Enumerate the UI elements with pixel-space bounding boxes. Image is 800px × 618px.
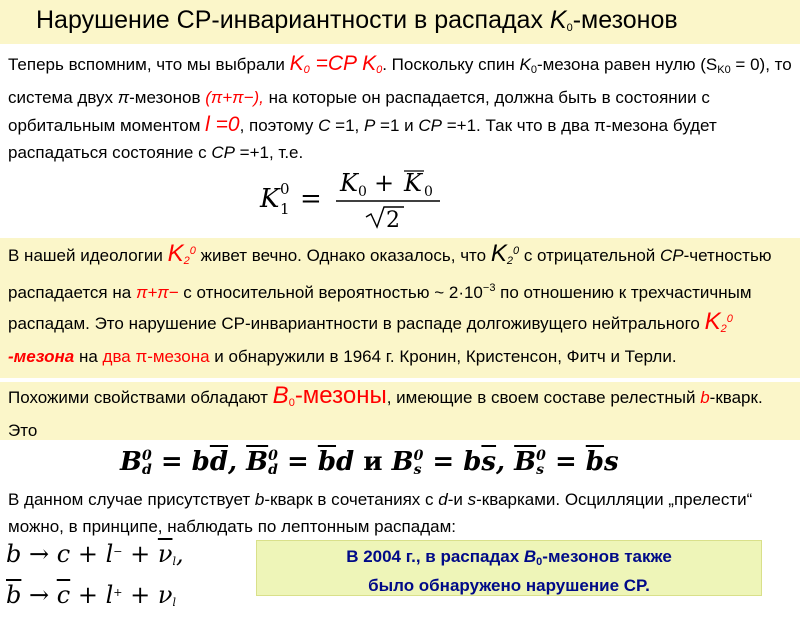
- text: =+1. Так что в два π-мезона будет распадаться состояние с: [8, 116, 717, 162]
- k0-sub: 0: [376, 64, 383, 76]
- pi-letter: π: [117, 88, 130, 107]
- eq-cp: =CP: [309, 52, 363, 75]
- comma: ,: [228, 447, 247, 477]
- k2-sup: 0: [726, 313, 733, 325]
- bbar-quark: $\overline{b}$: [585, 447, 604, 477]
- text: по отношению к трехчастичным распадам. Это нарушение CP-инвариантности в распаде долгоживущего нейтрального: [8, 283, 752, 333]
- callout-line-1: [257, 545, 761, 574]
- text: Теперь вспомним, что мы выбрали: [8, 55, 290, 74]
- b-quark: b: [191, 447, 210, 477]
- eq1-num-k: K: [340, 169, 358, 197]
- k2-letter: K: [704, 308, 721, 335]
- b-letter: B: [523, 547, 537, 566]
- title-tail: -мезонов: [572, 6, 678, 34]
- k2-sub: 2: [183, 255, 190, 267]
- bs-letter: B: [391, 447, 414, 477]
- cp-letters: CP: [418, 116, 443, 135]
- text: на: [74, 347, 103, 366]
- pipi-highlight: π+π−: [135, 283, 179, 302]
- b-letter: B: [272, 382, 289, 409]
- p-letter: P: [363, 116, 376, 135]
- plus: +: [122, 540, 158, 568]
- two-pi-highlight: два π-мезона: [102, 347, 210, 366]
- bd-letter: B: [120, 447, 142, 477]
- equation-lepton-decays: [6, 536, 236, 609]
- pipi-highlight: (π+π−),: [205, 88, 264, 107]
- title-k: K: [549, 6, 567, 34]
- cbar-quark: $\overline{c}$: [56, 581, 71, 609]
- bd-sub: d: [141, 462, 152, 478]
- eq1-lhs-sup: 0: [280, 180, 290, 198]
- paragraph-cp-spin: [0, 50, 800, 160]
- equals: =: [423, 447, 464, 477]
- d-quark: d: [438, 490, 448, 509]
- k2-letter: K: [167, 240, 184, 267]
- b-sub: 0: [288, 397, 295, 409]
- equation-b-mesons: [120, 441, 619, 483]
- text: , имеющие в своем составе релестный: [386, 388, 701, 407]
- plus: +: [122, 581, 158, 609]
- lepton-charge: +: [113, 586, 123, 599]
- paragraph-b-mesons: [0, 382, 800, 440]
- s-sub: K0: [717, 64, 731, 76]
- equals: =: [151, 447, 192, 477]
- neutrino: ν: [157, 581, 173, 609]
- eq1-plus: +: [374, 169, 395, 197]
- comma: ,: [175, 540, 184, 568]
- text: -кварк в сочетаниях с: [264, 490, 439, 509]
- bsbar-sup: 0: [536, 448, 546, 464]
- text: Похожими свойствами обладают: [8, 388, 273, 407]
- b0-tail: -мезоны: [294, 382, 387, 409]
- text: живет вечно. Однако оказалось, что: [195, 246, 491, 265]
- k2-sup: 0: [512, 245, 520, 257]
- eq1-num-kbar-sub: 0: [424, 184, 433, 200]
- equation-k1-svg: [258, 165, 448, 233]
- dbar-quark: $\overline{d}$: [209, 447, 229, 477]
- paragraph-k2-decay: [0, 238, 800, 378]
- cp-letters: CP: [211, 143, 235, 162]
- lepton-decay-line-2: [6, 577, 236, 618]
- text: -кварками. Осцилляции „прелести“ можно, в принципе, наблюдать по лептонным распадам:: [8, 490, 753, 536]
- bsbar-letter: $\overline{B}$: [514, 447, 537, 477]
- lepton-decay-line-1: [6, 536, 236, 577]
- k0-letter: K: [289, 52, 304, 75]
- lepton: l: [105, 540, 114, 568]
- text: с относительной вероятностью ~ 2·10: [178, 283, 483, 302]
- meson-suffix: -мезона: [8, 347, 75, 366]
- b-quark: b: [700, 388, 710, 407]
- title-k-sub: 0: [566, 22, 573, 34]
- k2-highlight: [705, 308, 733, 335]
- eq1-lhs-sub: 1: [280, 200, 290, 218]
- comma: ,: [496, 447, 515, 477]
- b-quark: b: [6, 540, 22, 568]
- l0-highlight: l =0: [205, 113, 240, 136]
- c-letter: C: [318, 116, 331, 135]
- text: -мезона равен нулю (S: [536, 55, 718, 74]
- bsbar-sub: s: [536, 462, 545, 478]
- text: . Поскольку спин: [382, 55, 520, 74]
- k2-highlight: [168, 240, 196, 267]
- bd-sup: 0: [141, 448, 152, 464]
- eq1-num-k-sub: 0: [358, 184, 367, 200]
- bdbar-sup: 0: [268, 448, 278, 464]
- text: В 2004 г., в распадах: [346, 547, 524, 566]
- text: -мезонов также: [542, 547, 672, 566]
- k-letter: K: [519, 55, 531, 74]
- antineutrino: $\overline{\nu}$: [157, 540, 173, 568]
- k0-sub: 0: [303, 64, 310, 76]
- page-title: [36, 6, 678, 35]
- equation-k1: [258, 165, 448, 233]
- callout-line-2: было обнаружено нарушение CP.: [368, 576, 650, 595]
- title-bar: [0, 0, 800, 44]
- bbar-quark: $\overline{b}$: [317, 447, 337, 477]
- b-quark: b: [463, 447, 482, 477]
- text: , поэтому: [239, 116, 319, 135]
- callout-2004: [256, 540, 762, 596]
- s-quark: s: [467, 490, 477, 509]
- k2-plain: [491, 240, 519, 267]
- and-word: и: [354, 447, 392, 477]
- c-quark: c: [56, 540, 71, 568]
- bbar-quark: $\overline{b}$: [6, 581, 22, 609]
- plus: +: [70, 581, 106, 609]
- k2-sup: 0: [189, 245, 196, 257]
- text: -кварк. Это: [8, 388, 763, 440]
- text: и обнаружили в 1964 г. Кронин, Кристенсон, Фитч и Терли.: [209, 347, 677, 366]
- b-quark: b: [254, 490, 265, 509]
- title-text: Нарушение CP-инвариантности в распадах: [36, 6, 550, 34]
- text: с отрицательной: [519, 246, 660, 265]
- plus: +: [70, 540, 106, 568]
- text: В нашей идеологии: [8, 246, 168, 265]
- bs-sup: 0: [413, 448, 424, 464]
- s-quark: s: [603, 447, 619, 477]
- lepton-charge: −: [113, 545, 123, 558]
- text: =1 и: [375, 116, 419, 135]
- cp-letters: CP: [660, 246, 684, 265]
- lepton: l: [105, 581, 114, 609]
- k2-letter: K: [490, 240, 507, 267]
- text: на которые он распадается, должна быть в состоянии с орбитальным моментом: [8, 88, 710, 135]
- bdbar-letter: $\overline{B}$: [246, 447, 269, 477]
- b-sub: 0: [536, 556, 543, 568]
- k0-letter: K: [362, 52, 377, 75]
- text: =1,: [330, 116, 364, 135]
- bdbar-sub: d: [268, 462, 278, 478]
- eq1-num-kbar: K: [404, 169, 422, 197]
- k0-highlight: [290, 52, 383, 75]
- equals: =: [277, 447, 318, 477]
- eq1-lhs-k: K: [260, 184, 280, 214]
- eq1-denominator: 2: [386, 208, 400, 233]
- text: =+1, т.е.: [234, 143, 304, 162]
- neutrino-sub: l: [172, 596, 176, 609]
- neutrino-sub: l: [172, 555, 176, 568]
- text: -мезонов: [129, 88, 206, 107]
- arrow-right-icon: →: [21, 581, 57, 609]
- k2-sub: 2: [506, 255, 513, 267]
- equals: =: [545, 447, 586, 477]
- text: -четностью распадается на: [8, 246, 772, 302]
- arrow-right-icon: →: [21, 540, 57, 568]
- text: -и: [447, 490, 468, 509]
- sbar-quark: $\overline{s}$: [481, 447, 497, 477]
- k-sub: 0: [530, 64, 537, 76]
- exponent: −3: [482, 282, 496, 294]
- paragraph-oscillations: [0, 486, 800, 542]
- text: = 0), то система двух: [8, 55, 792, 107]
- b0-highlight: [273, 382, 387, 409]
- text: В данном случае присутствует: [8, 490, 255, 509]
- eq1-equals: =: [300, 184, 322, 214]
- bs-sub: s: [413, 462, 422, 478]
- d-quark: d: [336, 447, 355, 477]
- k2-sub: 2: [720, 323, 727, 335]
